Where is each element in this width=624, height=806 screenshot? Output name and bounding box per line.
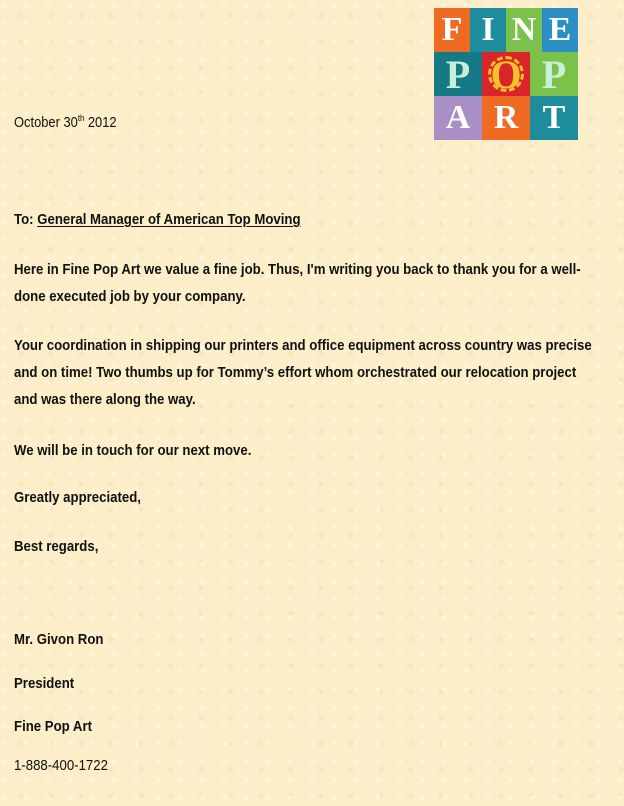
logo-letter-f: F [434,8,470,52]
fine-pop-art-logo [434,8,578,140]
logo-letter-r: R [482,96,530,140]
logo-letter-e: E [542,8,578,52]
date-text: October 30 [14,114,78,131]
logo-letter-a: A [434,96,482,140]
logo-letter-p1: P [434,52,482,96]
body-paragraph-3: We will be in touch for our next move. [14,442,252,459]
signature-phone: 1-888-400-1722 [14,757,108,774]
to-label: To: [14,211,38,228]
signature-company: Fine Pop Art [14,718,92,735]
sign-off: Best regards, [14,538,99,555]
logo-letter-t: T [530,96,578,140]
logo-letter-o: O [482,52,530,96]
signature-name: Mr. Givon Ron [14,631,104,648]
body-paragraph-2: Your coordination in shipping our printers and office equipment across country was precise and on time! Two thumbs up for Tommy’s effort whom orchestrated our relocation project and was there along the way. [14,337,592,408]
recipient-name: General Manager of American Top Moving [37,211,301,228]
date-suffix: th [77,113,85,123]
letter-date [14,113,117,131]
date-year: 2012 [84,114,117,131]
logo-letter-p2: P [530,52,578,96]
closing-line: Greatly appreciated, [14,489,141,506]
recipient-line [14,206,530,233]
signature-title: President [14,675,75,692]
body-paragraph-1: Here in Fine Pop Art we value a fine job. Thus, I'm writing you back to thank you for a well-done executed job by your company. [14,261,581,305]
logo-letter-n: N [506,8,542,52]
logo-letter-i: I [470,8,506,52]
